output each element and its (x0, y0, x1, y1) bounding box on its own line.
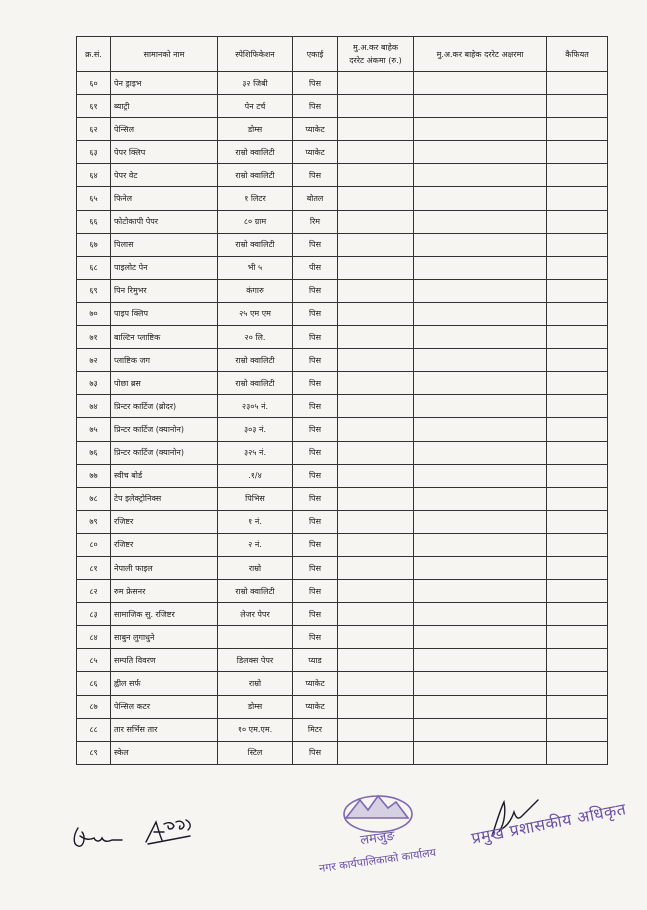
cell-unit: प्याड (293, 649, 338, 672)
cell-unit: पिस (293, 441, 338, 464)
cell-specification: ८० ग्राम (218, 210, 293, 233)
cell-unit: पिस (293, 626, 338, 649)
cell-item-name: पेन्सिल कटर (111, 695, 218, 718)
cell-item-name: प्रिन्टर कार्टिज (क्यानोन) (111, 441, 218, 464)
cell-unit: पिस (293, 349, 338, 372)
cell-specification: पेन टर्च (218, 95, 293, 118)
cell-specification: ३०३ नं. (218, 418, 293, 441)
cell-specification: राम्रो (218, 672, 293, 695)
header-rate-in-figures-line1: मु.अ.कर बाहेक (353, 43, 398, 52)
cell-rate-in-words (414, 441, 547, 464)
header-unit: एकाई (293, 37, 338, 72)
cell-specification: राम्रो क्वालिटी (218, 233, 293, 256)
cell-rate-in-words (414, 464, 547, 487)
cell-serial-number: ८९ (77, 741, 111, 764)
signature-left (70, 822, 130, 852)
cell-item-name: स्वीच बोर्ड (111, 464, 218, 487)
header-rate-in-figures (338, 37, 414, 72)
cell-remarks (547, 649, 608, 672)
cell-remarks (547, 302, 608, 325)
cell-unit: मिटर (293, 718, 338, 741)
cell-item-name: साबुन लुगाधुने (111, 626, 218, 649)
cell-specification: डोम्स (218, 118, 293, 141)
cell-specification: १ नं. (218, 510, 293, 533)
cell-unit: प्याकेट (293, 695, 338, 718)
cell-unit: पिस (293, 279, 338, 302)
cell-specification: राम्रो (218, 556, 293, 579)
cell-item-name: पेपर क्लिप (111, 141, 218, 164)
cell-remarks (547, 72, 608, 95)
cell-specification: ३२ जिबी (218, 72, 293, 95)
cell-remarks (547, 118, 608, 141)
cell-serial-number: ६३ (77, 141, 111, 164)
cell-serial-number: ६८ (77, 256, 111, 279)
cell-item-name: ब्याट्री (111, 95, 218, 118)
cell-serial-number: ६९ (77, 279, 111, 302)
cell-unit: पिस (293, 302, 338, 325)
cell-rate-in-words (414, 418, 547, 441)
cell-serial-number: ६२ (77, 118, 111, 141)
cell-rate-in-figures (338, 487, 414, 510)
cell-rate-in-words (414, 533, 547, 556)
cell-rate-in-figures (338, 672, 414, 695)
table-row (77, 464, 608, 487)
cell-rate-in-words (414, 718, 547, 741)
cell-rate-in-words (414, 118, 547, 141)
cell-item-name: ह्वील सर्फ (111, 672, 218, 695)
table-row (77, 256, 608, 279)
cell-unit: रिम (293, 210, 338, 233)
table-row (77, 349, 608, 372)
cell-unit: पिस (293, 510, 338, 533)
cell-rate-in-figures (338, 302, 414, 325)
cell-rate-in-words (414, 326, 547, 349)
cell-rate-in-figures (338, 626, 414, 649)
designation-stamp: प्रमुख प्रशासकीय अधिकृत (469, 799, 628, 848)
cell-unit: पिस (293, 533, 338, 556)
table-row (77, 210, 608, 233)
cell-serial-number: ८५ (77, 649, 111, 672)
cell-rate-in-figures (338, 695, 414, 718)
header-specification: स्पेशिफिकेशन (218, 37, 293, 72)
table-row (77, 718, 608, 741)
cell-rate-in-words (414, 603, 547, 626)
cell-rate-in-figures (338, 418, 414, 441)
cell-serial-number: ६७ (77, 233, 111, 256)
cell-rate-in-figures (338, 441, 414, 464)
cell-serial-number: ७१ (77, 326, 111, 349)
cell-serial-number: ८० (77, 533, 111, 556)
cell-serial-number: ७३ (77, 372, 111, 395)
cell-rate-in-words (414, 210, 547, 233)
cell-rate-in-figures (338, 372, 414, 395)
cell-serial-number: ८६ (77, 672, 111, 695)
cell-serial-number: ६६ (77, 210, 111, 233)
table-row (77, 233, 608, 256)
cell-serial-number: ७२ (77, 349, 111, 372)
cell-unit: पिस (293, 603, 338, 626)
cell-specification: पिभिस (218, 487, 293, 510)
header-serial-number: क्र.सं. (77, 37, 111, 72)
cell-specification: २३०५ नं. (218, 395, 293, 418)
cell-remarks (547, 741, 608, 764)
cell-remarks (547, 256, 608, 279)
table-row (77, 141, 608, 164)
cell-unit: प्याकेट (293, 118, 338, 141)
cell-specification: कंगारु (218, 279, 293, 302)
cell-rate-in-words (414, 372, 547, 395)
cell-unit: पीस (293, 256, 338, 279)
cell-remarks (547, 395, 608, 418)
cell-item-name: प्रिन्टर कार्टिज (ब्रोदर) (111, 395, 218, 418)
cell-unit: पिस (293, 372, 338, 395)
cell-unit: पिस (293, 418, 338, 441)
cell-remarks (547, 349, 608, 372)
table-row (77, 741, 608, 764)
cell-remarks (547, 210, 608, 233)
cell-rate-in-words (414, 580, 547, 603)
cell-serial-number: ७७ (77, 464, 111, 487)
cell-rate-in-words (414, 741, 547, 764)
cell-remarks (547, 279, 608, 302)
cell-item-name: फोटोकापी पेपर (111, 210, 218, 233)
cell-remarks (547, 326, 608, 349)
cell-serial-number: ७९ (77, 510, 111, 533)
table-row (77, 603, 608, 626)
cell-specification: राम्रो क्वालिटी (218, 164, 293, 187)
cell-unit: प्याकेट (293, 141, 338, 164)
cell-rate-in-figures (338, 533, 414, 556)
cell-remarks (547, 164, 608, 187)
cell-remarks (547, 418, 608, 441)
cell-item-name: पोछा ब्रस (111, 372, 218, 395)
cell-rate-in-words (414, 279, 547, 302)
table-row (77, 72, 608, 95)
table-row (77, 580, 608, 603)
cell-rate-in-words (414, 302, 547, 325)
cell-remarks (547, 672, 608, 695)
cell-remarks (547, 580, 608, 603)
cell-rate-in-figures (338, 187, 414, 210)
cell-unit: बोतल (293, 187, 338, 210)
cell-unit: पिस (293, 464, 338, 487)
cell-specification: लेजर पेपर (218, 603, 293, 626)
table-row (77, 626, 608, 649)
header-rate-in-figures-line2: दररेट अंकमा (रु.) (349, 56, 402, 65)
cell-rate-in-words (414, 487, 547, 510)
cell-remarks (547, 556, 608, 579)
cell-rate-in-figures (338, 510, 414, 533)
cell-rate-in-words (414, 187, 547, 210)
cell-rate-in-figures (338, 349, 414, 372)
cell-item-name: सम्पति विवरण (111, 649, 218, 672)
cell-item-name: रजिष्टर (111, 510, 218, 533)
table-row (77, 326, 608, 349)
table-row (77, 164, 608, 187)
cell-rate-in-figures (338, 164, 414, 187)
cell-specification: १० एम.एम. (218, 718, 293, 741)
cell-remarks (547, 533, 608, 556)
table-row (77, 118, 608, 141)
header-rate-in-words: मु.अ.कर बाहेक दररेट अक्षरमा (414, 37, 547, 72)
cell-remarks (547, 233, 608, 256)
cell-item-name: तार सर्भिस तार (111, 718, 218, 741)
cell-item-name: टेप इलेक्ट्रोनिक्स (111, 487, 218, 510)
cell-remarks (547, 141, 608, 164)
cell-rate-in-words (414, 649, 547, 672)
cell-serial-number: ७५ (77, 418, 111, 441)
cell-specification (218, 626, 293, 649)
cell-serial-number: ८१ (77, 556, 111, 579)
table-row (77, 649, 608, 672)
cell-item-name: रजिष्टर (111, 533, 218, 556)
cell-item-name: प्रिन्टर कार्टिज (क्यानोन) (111, 418, 218, 441)
table-row (77, 510, 608, 533)
item-rate-table (76, 36, 608, 765)
cell-specification: राम्रो क्वालिटी (218, 372, 293, 395)
cell-serial-number: ७६ (77, 441, 111, 464)
cell-rate-in-words (414, 256, 547, 279)
cell-serial-number: ६० (77, 72, 111, 95)
cell-serial-number: ६४ (77, 164, 111, 187)
cell-rate-in-figures (338, 210, 414, 233)
cell-rate-in-words (414, 626, 547, 649)
cell-rate-in-figures (338, 603, 414, 626)
cell-item-name: सामाजिक सु. रजिष्टर (111, 603, 218, 626)
cell-rate-in-figures (338, 556, 414, 579)
cell-specification: भी ५ (218, 256, 293, 279)
cell-specification: १ लिटर (218, 187, 293, 210)
table-row (77, 672, 608, 695)
cell-rate-in-figures (338, 72, 414, 95)
cell-item-name: पिलास (111, 233, 218, 256)
cell-rate-in-figures (338, 326, 414, 349)
cell-unit: पिस (293, 95, 338, 118)
cell-rate-in-words (414, 349, 547, 372)
cell-remarks (547, 510, 608, 533)
table-body (77, 72, 608, 765)
cell-rate-in-figures (338, 118, 414, 141)
cell-rate-in-figures (338, 233, 414, 256)
cell-unit: पिस (293, 741, 338, 764)
cell-item-name: नेपाली फाइल (111, 556, 218, 579)
cell-unit: पिस (293, 233, 338, 256)
cell-specification: .१/४ (218, 464, 293, 487)
cell-serial-number: ७० (77, 302, 111, 325)
cell-rate-in-figures (338, 741, 414, 764)
table-row (77, 695, 608, 718)
cell-specification: राम्रो क्वालिटी (218, 580, 293, 603)
cell-serial-number: ७४ (77, 395, 111, 418)
cell-rate-in-figures (338, 95, 414, 118)
signature-middle (142, 814, 196, 848)
cell-rate-in-figures (338, 718, 414, 741)
cell-remarks (547, 441, 608, 464)
cell-item-name: पाइलोट पेन (111, 256, 218, 279)
cell-rate-in-words (414, 672, 547, 695)
cell-rate-in-words (414, 233, 547, 256)
cell-specification: ३२५ नं. (218, 441, 293, 464)
cell-rate-in-words (414, 141, 547, 164)
cell-item-name: बाल्टिन प्लाष्टिक (111, 326, 218, 349)
table-row (77, 533, 608, 556)
cell-remarks (547, 95, 608, 118)
cell-remarks (547, 718, 608, 741)
cell-specification: २ नं. (218, 533, 293, 556)
cell-unit: पिस (293, 487, 338, 510)
cell-rate-in-figures (338, 256, 414, 279)
cell-specification: २५ एम एम (218, 302, 293, 325)
cell-rate-in-words (414, 395, 547, 418)
cell-specification: राम्रो क्वालिटी (218, 141, 293, 164)
cell-rate-in-figures (338, 649, 414, 672)
cell-serial-number: ८८ (77, 718, 111, 741)
table-row (77, 556, 608, 579)
header-remarks: कैफियत (547, 37, 608, 72)
table-row (77, 487, 608, 510)
cell-remarks (547, 464, 608, 487)
cell-rate-in-figures (338, 141, 414, 164)
table-row (77, 372, 608, 395)
cell-remarks (547, 187, 608, 210)
cell-item-name: प्लाष्टिक जग (111, 349, 218, 372)
cell-item-name: पाइप क्लिप (111, 302, 218, 325)
cell-item-name: रुम फ्रेसनर (111, 580, 218, 603)
cell-specification: स्टिल (218, 741, 293, 764)
table-row (77, 279, 608, 302)
cell-rate-in-words (414, 556, 547, 579)
cell-remarks (547, 603, 608, 626)
cell-item-name: फिनेल (111, 187, 218, 210)
table-row (77, 418, 608, 441)
cell-item-name: पेन ड्राइभ (111, 72, 218, 95)
cell-item-name: स्केल (111, 741, 218, 764)
cell-item-name: पेन्सिल (111, 118, 218, 141)
header-item-name: सामानको नाम (111, 37, 218, 72)
cell-rate-in-figures (338, 395, 414, 418)
table-row (77, 395, 608, 418)
cell-specification: २० लि. (218, 326, 293, 349)
table-row (77, 302, 608, 325)
cell-rate-in-words (414, 164, 547, 187)
cell-remarks (547, 626, 608, 649)
cell-rate-in-figures (338, 279, 414, 302)
table-row (77, 187, 608, 210)
cell-item-name: पेपर वेट (111, 164, 218, 187)
cell-specification: डिलक्स पेपर (218, 649, 293, 672)
cell-specification: राम्रो क्वालिटी (218, 349, 293, 372)
cell-unit: पिस (293, 72, 338, 95)
cell-serial-number: ८२ (77, 580, 111, 603)
cell-serial-number: ६५ (77, 187, 111, 210)
cell-rate-in-words (414, 95, 547, 118)
cell-serial-number: ८७ (77, 695, 111, 718)
cell-unit: प्याकेट (293, 672, 338, 695)
cell-rate-in-figures (338, 464, 414, 487)
cell-unit: पिस (293, 395, 338, 418)
cell-serial-number: ६१ (77, 95, 111, 118)
cell-rate-in-words (414, 510, 547, 533)
cell-rate-in-words (414, 695, 547, 718)
cell-serial-number: ७८ (77, 487, 111, 510)
cell-item-name: पिन रिमुभर (111, 279, 218, 302)
cell-unit: पिस (293, 164, 338, 187)
cell-unit: पिस (293, 326, 338, 349)
cell-remarks (547, 487, 608, 510)
table-header-row (77, 37, 608, 72)
seal-text-line1: लमजुङ (359, 828, 396, 849)
table-row (77, 441, 608, 464)
cell-rate-in-figures (338, 580, 414, 603)
cell-remarks (547, 695, 608, 718)
cell-serial-number: ८३ (77, 603, 111, 626)
cell-unit: पिस (293, 556, 338, 579)
cell-rate-in-words (414, 72, 547, 95)
cell-remarks (547, 372, 608, 395)
table-row (77, 95, 608, 118)
seal-text-line2: नगर कार्यपालिकाको कार्यालय (318, 845, 437, 876)
official-seal (298, 790, 458, 902)
cell-specification: डोम्स (218, 695, 293, 718)
cell-unit: पिस (293, 580, 338, 603)
cell-serial-number: ८४ (77, 626, 111, 649)
